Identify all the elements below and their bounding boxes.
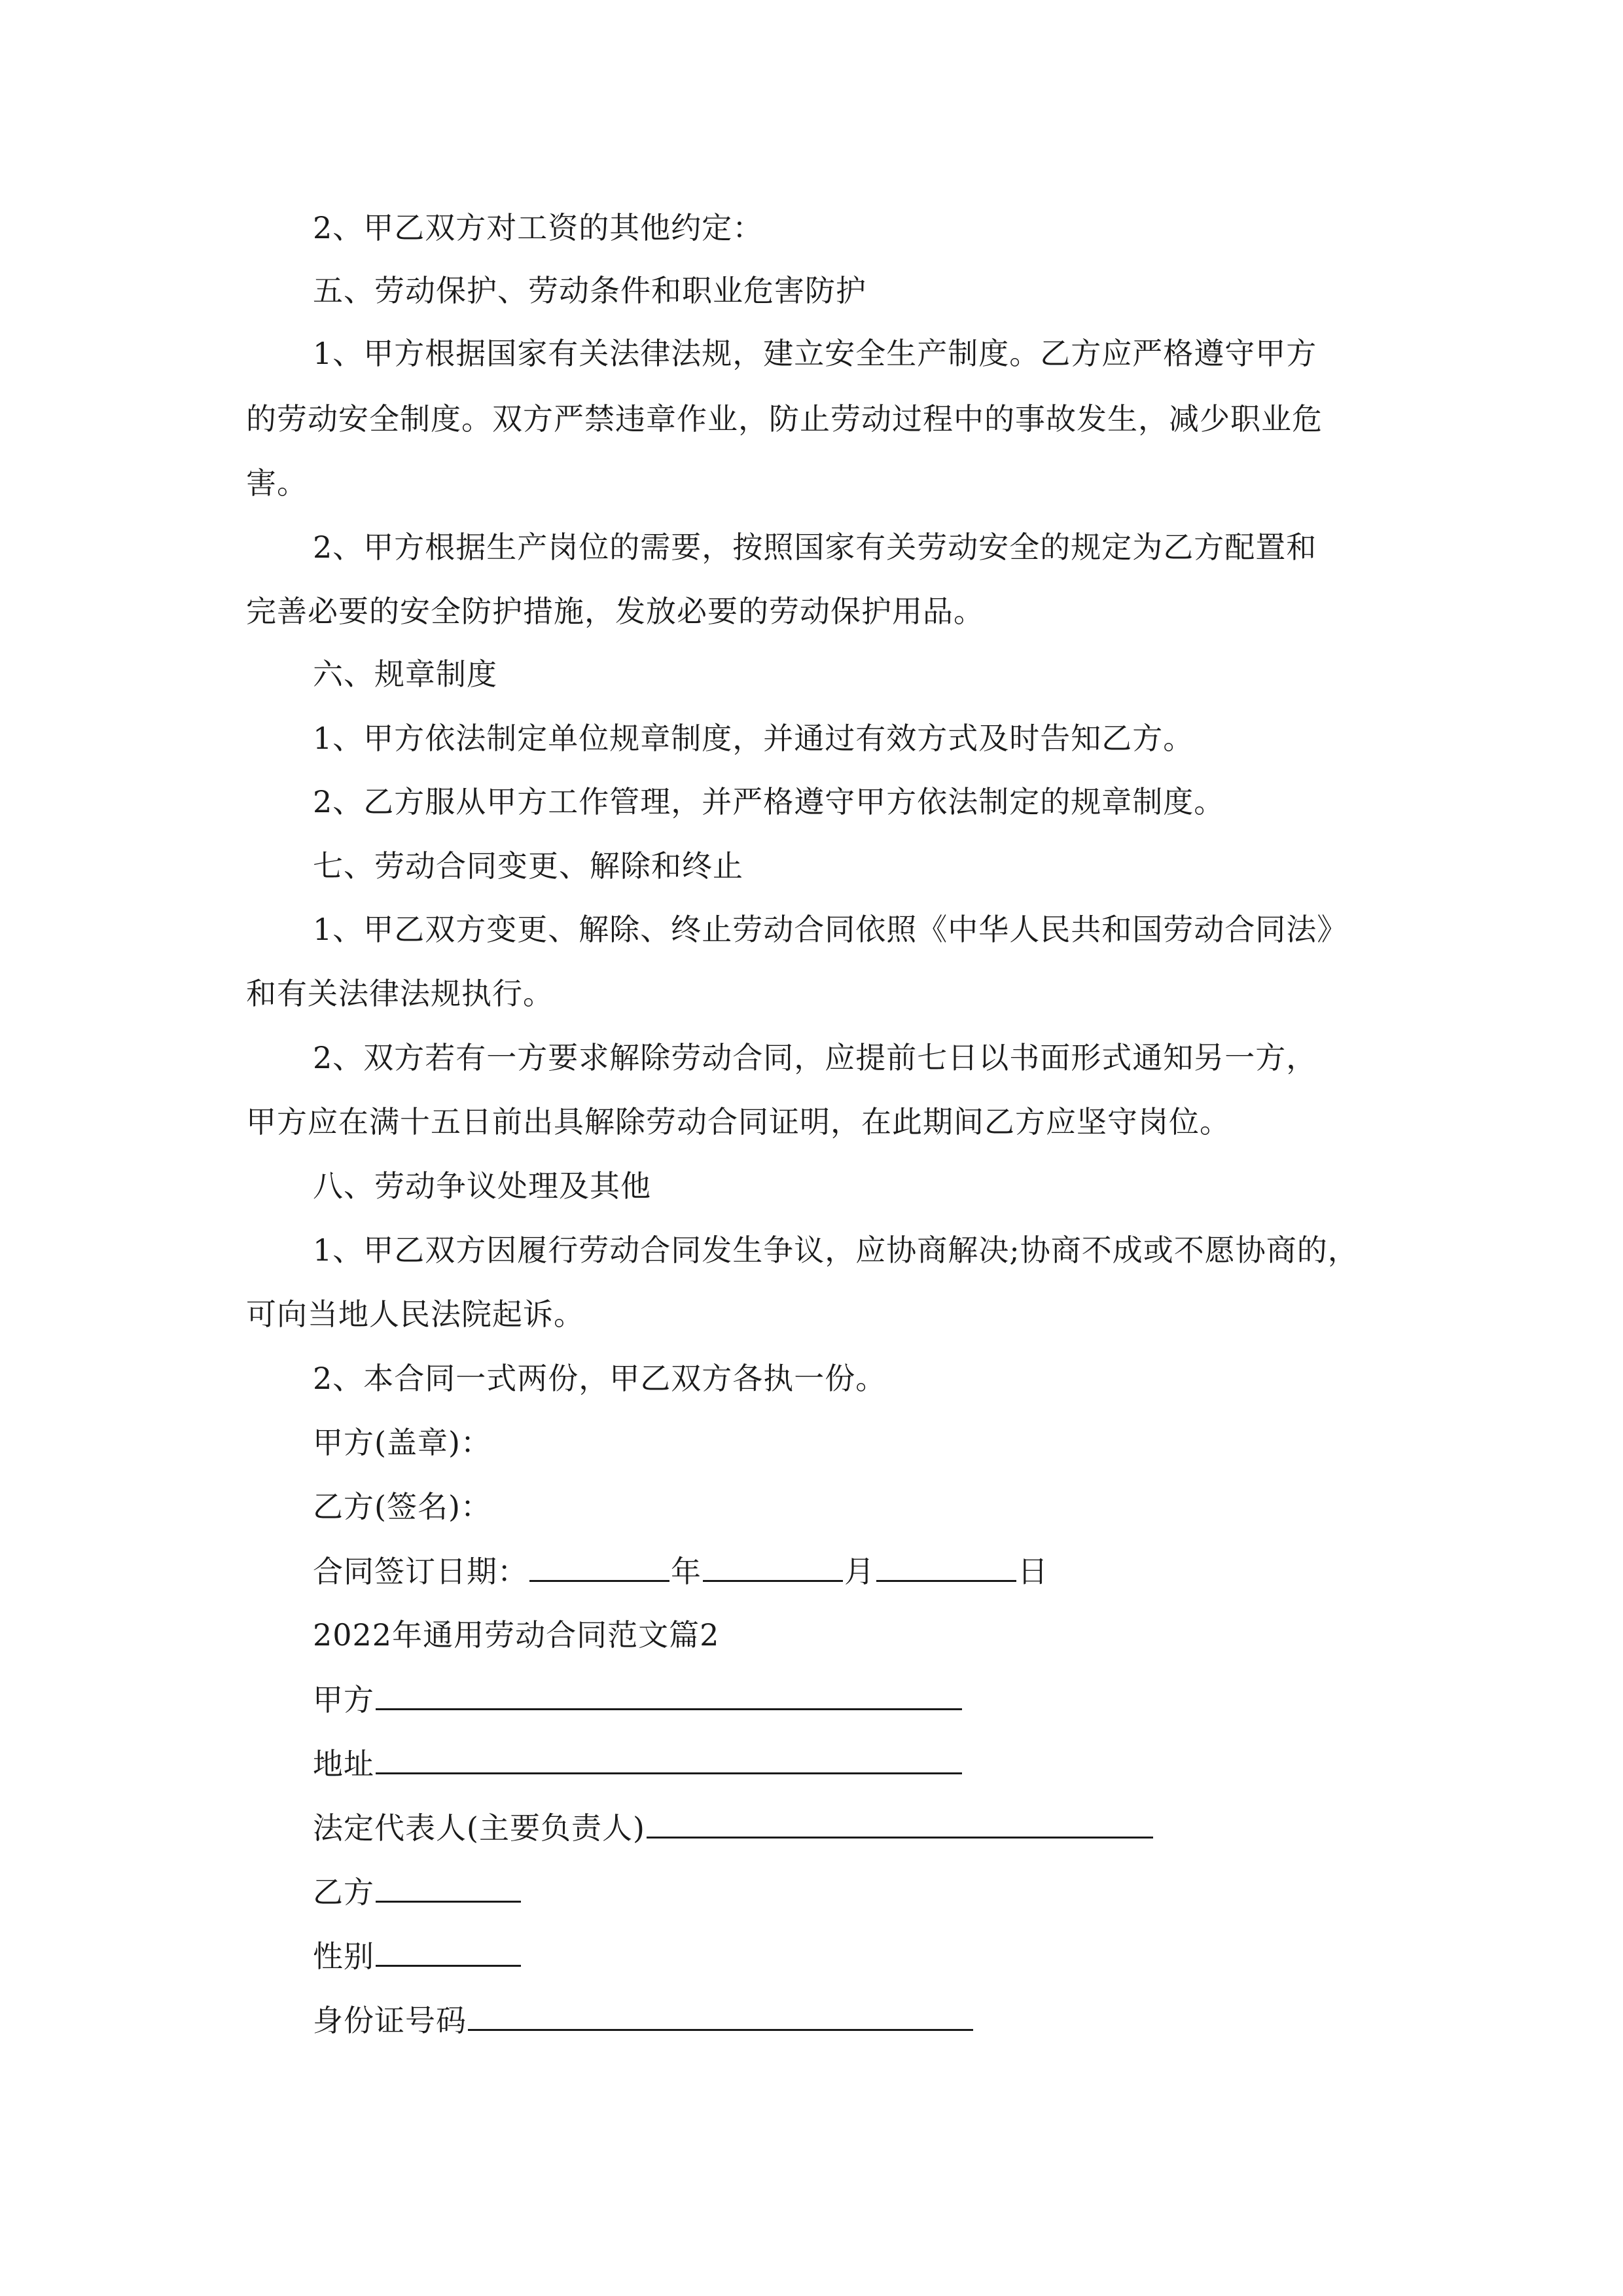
paragraph-change-1-cont: 和有关法律法规执行。 — [246, 976, 554, 1011]
field-id-number-blank[interactable] — [468, 2000, 973, 2031]
field-gender-label: 性别 — [313, 1939, 374, 1974]
field-party-a — [313, 1679, 963, 1719]
paragraph-change-1: 1、甲乙双方变更、解除、终止劳动合同依照《中华人民共和国劳动合同法》 — [313, 912, 1348, 947]
sign-date-line — [313, 1551, 1048, 1590]
sign-date-label: 合同签订日期： — [313, 1554, 528, 1589]
paragraph-safety-2-cont: 完善必要的安全防护措施，发放必要的劳动保护用品。 — [246, 594, 984, 629]
field-party-a-label: 甲方 — [313, 1682, 374, 1717]
field-party-b — [313, 1872, 522, 1911]
next-contract-title: 2022年通用劳动合同范文篇2 — [313, 1617, 720, 1653]
field-party-b-label: 乙方 — [313, 1874, 374, 1910]
field-id-number-label: 身份证号码 — [313, 2003, 467, 2038]
year-blank[interactable] — [529, 1551, 669, 1582]
field-address-label: 地址 — [313, 1746, 374, 1782]
paragraph-disputes-1-cont: 可向当地人民法院起诉。 — [246, 1297, 584, 1332]
section-heading-contract-change: 七、劳动合同变更、解除和终止 — [313, 848, 743, 884]
party-b-signature: 乙方(签名)： — [313, 1489, 491, 1524]
field-party-a-blank[interactable] — [376, 1679, 962, 1710]
paragraph-wage-other: 2、甲乙双方对工资的其他约定： — [313, 210, 764, 245]
section-heading-labor-protection: 五、劳动保护、劳动条件和职业危害防护 — [313, 273, 866, 308]
day-blank[interactable] — [876, 1551, 1016, 1582]
field-legal-rep-blank[interactable] — [647, 1808, 1153, 1839]
paragraph-safety-2: 2、甲方根据生产岗位的需要，按照国家有关劳动安全的规定为乙方配置和 — [313, 529, 1317, 565]
paragraph-safety-1: 1、甲方根据国家有关法律法规，建立安全生产制度。乙方应严格遵守甲方 — [313, 336, 1317, 371]
month-blank[interactable] — [703, 1551, 843, 1582]
day-label: 日 — [1018, 1554, 1048, 1589]
paragraph-change-2-cont: 甲方应在满十五日前出具解除劳动合同证明，在此期间乙方应坚守岗位。 — [246, 1104, 1230, 1139]
paragraph-change-2: 2、双方若有一方要求解除劳动合同，应提前七日以书面形式通知另一方， — [313, 1040, 1317, 1075]
field-gender — [313, 1936, 522, 1975]
paragraph-disputes-1: 1、甲乙双方因履行劳动合同发生争议，应协商解决;协商不成或不愿协商的， — [313, 1232, 1359, 1268]
section-heading-disputes: 八、劳动争议处理及其他 — [313, 1168, 651, 1204]
month-label: 月 — [844, 1554, 875, 1589]
field-legal-rep — [313, 1808, 1154, 1847]
field-legal-rep-label: 法定代表人(主要负责人) — [313, 1810, 645, 1846]
field-address — [313, 1744, 963, 1783]
field-id-number — [313, 2000, 974, 2039]
paragraph-rules-2: 2、乙方服从甲方工作管理，并严格遵守甲方依法制定的规章制度。 — [313, 784, 1225, 819]
field-party-b-blank[interactable] — [376, 1872, 521, 1903]
field-address-blank[interactable] — [376, 1744, 962, 1774]
field-gender-blank[interactable] — [376, 1936, 521, 1967]
paragraph-rules-1: 1、甲方依法制定单位规章制度，并通过有效方式及时告知乙方。 — [313, 721, 1194, 756]
section-heading-rules: 六、规章制度 — [313, 656, 497, 692]
party-a-seal: 甲方(盖章)： — [313, 1425, 491, 1460]
year-label: 年 — [671, 1554, 702, 1589]
paragraph-disputes-2: 2、本合同一式两份，甲乙双方各执一份。 — [313, 1361, 887, 1396]
paragraph-safety-1-end: 害。 — [246, 465, 308, 501]
paragraph-safety-1-cont: 的劳动安全制度。双方严禁违章作业，防止劳动过程中的事故发生，减少职业危 — [246, 401, 1323, 437]
